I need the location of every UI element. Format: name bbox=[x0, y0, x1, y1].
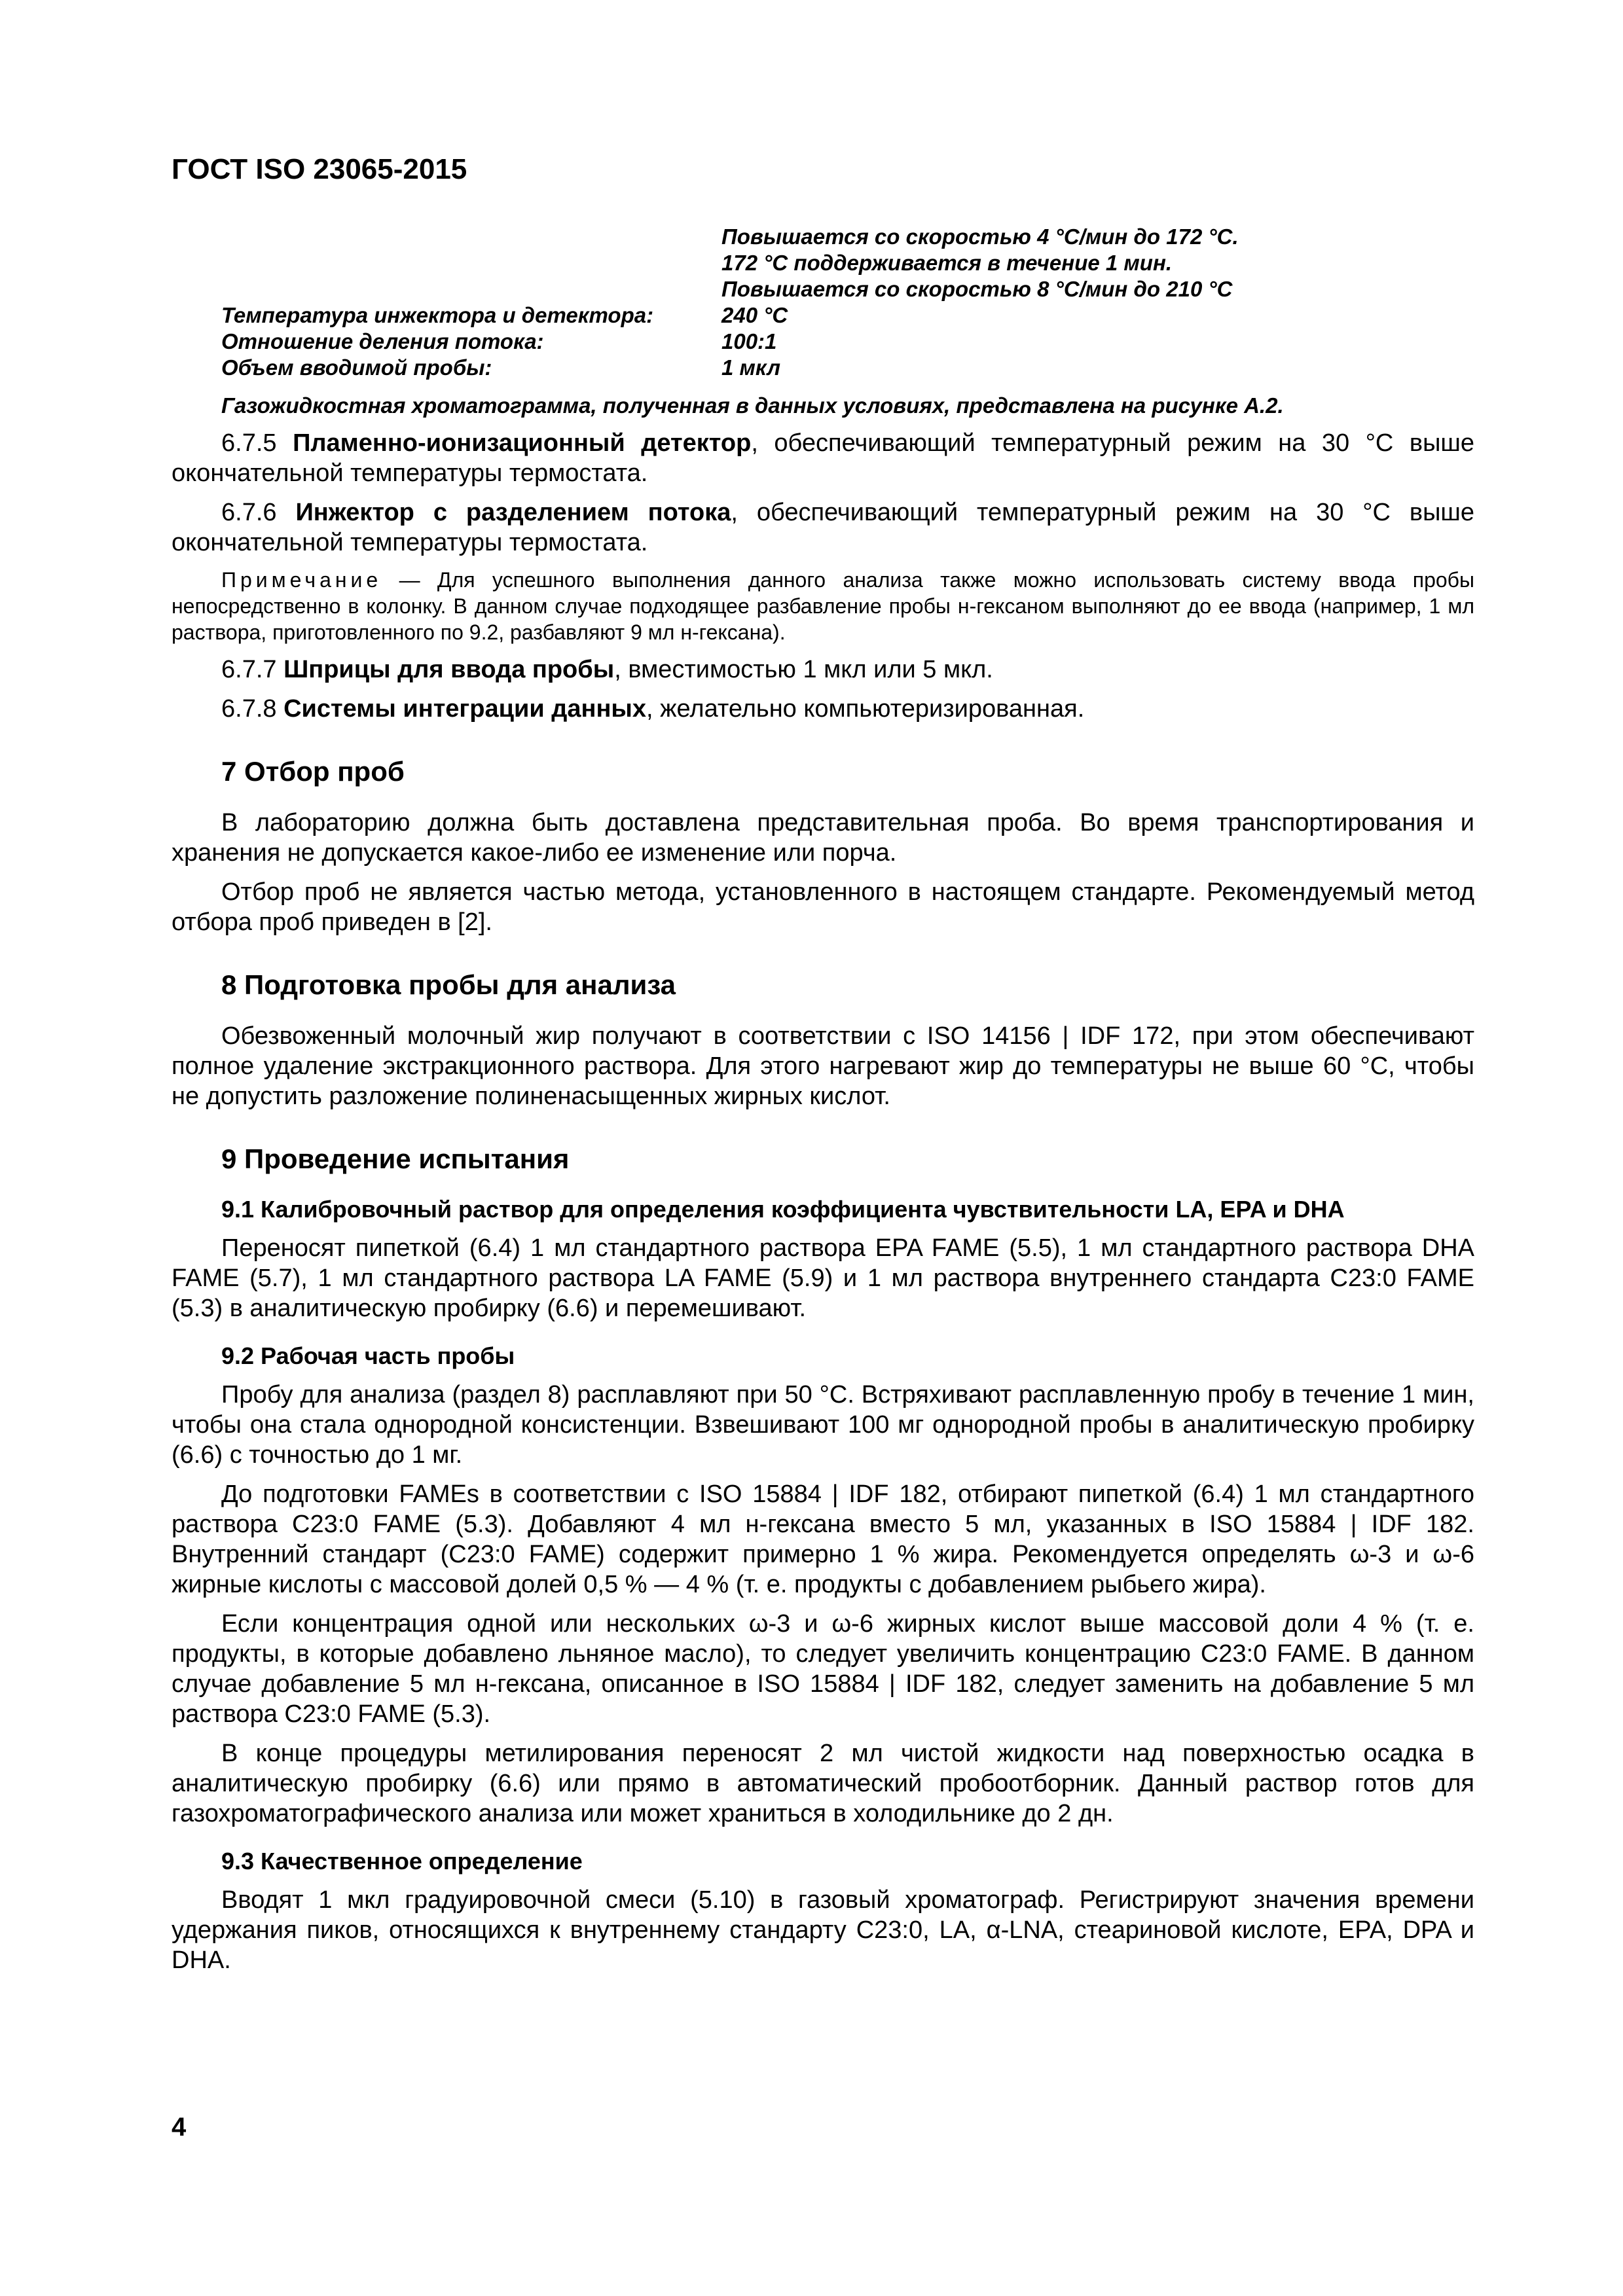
param-label: Отношение деления потока: bbox=[221, 329, 544, 353]
note-label: Примечание bbox=[221, 568, 382, 592]
section-9-heading: 9 Проведение испытания bbox=[221, 1143, 570, 1174]
clause-number: 6.7.5 bbox=[221, 429, 293, 457]
paragraph: Если концентрация одной или нескольких ω-3 и ω-6 жирных кислот выше массовой доли 4 % (т. е. продукты, в которые добавлено льняное масло), то следует увеличить концентрацию C23:0 FAME. В данном случае добавление 5 мл н-гексана, описанное в ISO 15884 | IDF 182, следует заменить на добавление 5 мл раствора C23:0 FAME (5.3). bbox=[172, 1610, 1474, 1728]
clause-text: , вместимостью 1 мкл или 5 мкл. bbox=[614, 656, 993, 683]
program-line: Повышается со скоростью 4 °С/мин до 172 °С. bbox=[721, 224, 1239, 249]
subsection-9-2-heading: 9.2 Рабочая часть пробы bbox=[221, 1342, 515, 1369]
paragraph: Обезвоженный молочный жир получают в соответствии с ISO 14156 | IDF 172, при этом обеспечивают полное удаление экстракционного раствора. Для этого нагревают жир до температуры не выше 60 °С, чтобы не допустить разложение полиненасыщенных жирных кислот. bbox=[172, 1022, 1474, 1110]
clause-6-7-6 bbox=[172, 497, 1474, 558]
paragraph: Переносят пипеткой (6.4) 1 мл стандартного раствора EPA FAME (5.5), 1 мл стандартного раствора DHA FAME (5.7), 1 мл стандартного раствора LA FAME (5.9) и 1 мл раствора внутреннего стандарта C23:0 FAME (5.3) в аналитическую пробирку (6.6) и перемешивают. bbox=[172, 1234, 1474, 1322]
clause-number: 6.7.7 bbox=[221, 656, 284, 683]
program-line: Повышается со скоростью 8 °С/мин до 210 °С bbox=[721, 277, 1233, 301]
paragraph: Отбор проб не является частью метода, установленного в настоящем стандарте. Рекомендуемый метод отбора проб приведен в [2]. bbox=[172, 878, 1474, 936]
param-row bbox=[221, 355, 1474, 381]
gc-parameters bbox=[221, 302, 1474, 381]
clause-6-7-8 bbox=[172, 694, 1474, 724]
clause-number: 6.7.8 bbox=[221, 695, 284, 723]
clause-term: Инжектор с разделением потока bbox=[295, 499, 731, 526]
page-number: 4 bbox=[172, 2113, 187, 2142]
param-row bbox=[221, 302, 1474, 329]
param-row bbox=[221, 329, 1474, 355]
clause-text: , обеспечивающий температурный режим на 30 °С выше окончательной температуры термостата. bbox=[172, 499, 1475, 556]
clause-text: , желательно компьютеризированная. bbox=[646, 695, 1085, 723]
paragraph: Вводят 1 мкл градуировочной смеси (5.10) в газовый хроматограф. Регистрируют значения времени удержания пиков, относящихся к внутреннему стандарту C23:0, LA, α-LNA, стеариновой кислоте, EPA, DPA и DHA. bbox=[172, 1886, 1474, 1974]
param-label: Температура инжектора и детектора: bbox=[221, 303, 654, 327]
clause-6-7-7 bbox=[172, 655, 1474, 685]
subsection-9-1-heading: 9.1 Калибровочный раствор для определения коэффициента чувствительности LA, EPA и DHA bbox=[221, 1196, 1345, 1223]
subsection-9-3-heading: 9.3 Качественное определение bbox=[221, 1848, 583, 1874]
note bbox=[172, 567, 1474, 645]
paragraph: До подготовки FAMEs в соответствии с ISO 15884 | IDF 182, отбирают пипеткой (6.4) 1 мл стандартного раствора C23:0 FAME (5.3). Добавляют 4 мл н-гексана вместо 5 мл, указанных в ISO 15884 | IDF 182. Внутренний стандарт (C23:0 FAME) содержит примерно 1 % жира. Рекомендуется определять ω-3 и ω-6 жирные кислоты с массовой долей 0,5 % — 4 % (т. е. продукты с добавлением рыбьего жира). bbox=[172, 1480, 1474, 1598]
clause-text: , обеспечивающий температурный режим на 30 °С выше окончательной температуры термостата. bbox=[172, 429, 1475, 487]
note-text: — Для успешного выполнения данного анализа также можно использовать систему ввода пробы непосредственно в колонку. В данном случае подходящее разбавление пробы н-гексаном выполняют до ее ввода (например, 1 мл раствора, приготовленного по 9.2, разбавляют 9 мл н-гексана). bbox=[172, 568, 1474, 644]
section-7-heading: 7 Отбор проб bbox=[221, 756, 405, 787]
chromatogram-reference: Газожидкостная хроматограмма, полученная в данных условиях, представлена на рисунке А.2. bbox=[221, 393, 1284, 418]
clause-term: Пламенно-ионизационный детектор bbox=[293, 429, 752, 457]
clause-6-7-5 bbox=[172, 428, 1474, 488]
param-value: 100:1 bbox=[721, 329, 777, 353]
paragraph: В лабораторию должна быть доставлена представительная проба. Во время транспортирования и хранения не допускается какое-либо ее изменение или порча. bbox=[172, 809, 1474, 867]
paragraph: Пробу для анализа (раздел 8) расплавляют при 50 °С. Встряхивают расплавленную пробу в течение 1 мин, чтобы она стала однородной консистенции. Взвешивают 100 мг однородной пробы в аналитическую пробирку (6.6) с точностью до 1 мг. bbox=[172, 1381, 1474, 1469]
paragraph: В конце процедуры метилирования переносят 2 мл чистой жидкости над поверхностью осадка в аналитическую пробирку (6.6) или прямо в автоматический пробоотборник. Данный раствор готов для газохроматографического анализа или может храниться в холодильнике до 2 дн. bbox=[172, 1740, 1474, 1827]
program-line: 172 °С поддерживается в течение 1 мин. bbox=[721, 251, 1173, 275]
param-value: 1 мкл bbox=[721, 355, 781, 380]
clause-term: Системы интеграции данных bbox=[283, 695, 646, 723]
temperature-program-continuation bbox=[721, 224, 1474, 302]
clause-number: 6.7.6 bbox=[221, 499, 296, 526]
param-label: Объем вводимой пробы: bbox=[221, 355, 492, 380]
clause-term: Шприцы для ввода пробы bbox=[283, 656, 615, 683]
param-value: 240 °С bbox=[721, 303, 788, 327]
document-title: ГОСТ ISO 23065-2015 bbox=[172, 153, 467, 185]
section-8-heading: 8 Подготовка пробы для анализа bbox=[221, 969, 676, 1000]
page-content bbox=[172, 224, 1474, 1975]
